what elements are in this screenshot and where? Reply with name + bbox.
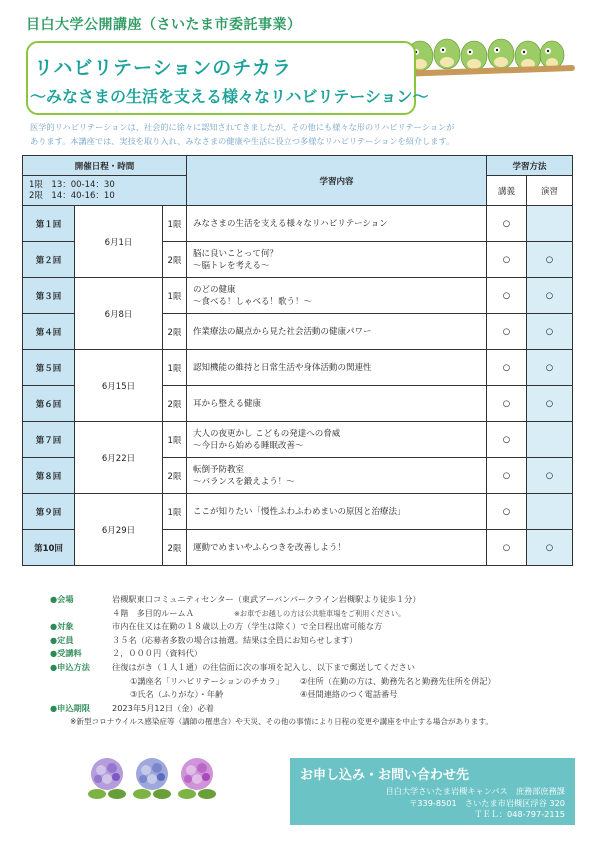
- apply-items-row-2: [50, 688, 580, 702]
- period1-time: 1限 13：00-14：30: [29, 179, 115, 190]
- lecture-mark: ○: [487, 386, 527, 422]
- session-date: 6月1日: [75, 206, 163, 278]
- session-label: 第８回: [23, 458, 75, 494]
- venue-room: ４階 多目的ルームＡ: [112, 607, 194, 618]
- session-label: 第３回: [23, 278, 75, 314]
- content-cell: [187, 422, 487, 458]
- venue-value: 岩槻駅東口コミュニティセンター（東武アーバンパークライン岩槻駅より徒歩１分）: [112, 594, 421, 604]
- exercise-mark: ○: [527, 278, 573, 314]
- session-label: 第７回: [23, 422, 75, 458]
- content-line: 認知機能の維持と日常生活や身体活動の関連性: [193, 362, 372, 373]
- exercise-mark: ○: [527, 242, 573, 278]
- lecture-mark: ○: [487, 206, 527, 242]
- period-label: 2限: [163, 242, 187, 278]
- table-row: [23, 206, 573, 242]
- intro-line-2: あります。本講座では、実技を取り入れ、みなさまの健康や生活に役立つ多様なリハビリテーションを紹介します。: [30, 136, 455, 146]
- contact-org: 目白大学さいたま岩槻キャンパス 庶務部庶務課: [385, 786, 565, 796]
- session-date: 6月15日: [75, 350, 163, 422]
- exercise-header: 演習: [527, 176, 573, 206]
- contact-tel: ＴＥＬ：048-797-2115: [474, 809, 565, 819]
- content-line: 〜脳トレを考える〜: [193, 260, 270, 271]
- lecture-header: 講義: [487, 176, 527, 206]
- exercise-mark: ○: [527, 350, 573, 386]
- period-label: 1限: [163, 206, 187, 242]
- apply-item-1: ①講座名「リハビリテーションのチカラ」: [130, 675, 284, 686]
- lecture-mark: ○: [487, 530, 527, 566]
- period-label: 1限: [163, 494, 187, 530]
- lecture-mark: ○: [487, 314, 527, 350]
- capacity-value: ３５名（応募者多数の場合は抽選。結果は全員にお知らせします）: [112, 634, 358, 645]
- session-date: 6月22日: [75, 422, 163, 494]
- exercise-mark: ○: [527, 314, 573, 350]
- content-cell: [187, 494, 487, 530]
- period-label: 2限: [163, 314, 187, 350]
- capacity-row: [50, 634, 580, 648]
- content-line: 〜今日から始める睡眠改善〜: [193, 440, 304, 451]
- venue-room-row: [50, 607, 580, 621]
- content-header: 学習内容: [187, 156, 487, 206]
- content-line: 脳に良いことって何？: [193, 248, 278, 259]
- period-label: 2限: [163, 458, 187, 494]
- contact-address: 〒339-8501 さいたま市岩槻区浮谷 320: [409, 797, 565, 808]
- table-row: [23, 350, 573, 386]
- schedule-table: [22, 155, 573, 566]
- session-label: 第５回: [23, 350, 75, 386]
- deadline-value: 2023年5月12日（金）必着: [112, 702, 214, 713]
- exercise-mark: [527, 206, 573, 242]
- venue-label: ●会場: [50, 594, 74, 604]
- fee-row: [50, 647, 580, 661]
- target-value: 市内在住又は在勤の１８歳以上の方（学生は除く）で全日程出席可能な方: [112, 621, 383, 632]
- period-label: 2限: [163, 386, 187, 422]
- exercise-mark: ○: [527, 458, 573, 494]
- session-label: 第４回: [23, 314, 75, 350]
- venue-note: ※お車でお越しの方は公共駐車場をご利用ください。: [233, 608, 406, 618]
- content-cell: [187, 278, 487, 314]
- period-label: 1限: [163, 422, 187, 458]
- apply-item-3: ③氏名（ふりがな）・年齢: [130, 689, 224, 700]
- period-label: 1限: [163, 278, 187, 314]
- session-label: 第９回: [23, 494, 75, 530]
- apply-label: ●申込方法: [50, 661, 90, 672]
- content-line: ここが知りたい「慢性ふわふわめまいの原因と治療法」: [193, 506, 406, 517]
- table-row: [23, 494, 573, 530]
- exercise-mark: [527, 422, 573, 458]
- fee-label: ●受講料: [50, 648, 82, 659]
- exercise-mark: [527, 494, 573, 530]
- session-label: 第２回: [23, 242, 75, 278]
- exercise-mark: ○: [527, 530, 573, 566]
- hydrangea-illustration: [85, 752, 225, 802]
- apply-value: 往復はがき（１人１通）の往信面に次の事項を記入し、以下まで郵送してください: [112, 661, 415, 672]
- intro-text: [30, 120, 570, 148]
- page-subtitle: 〜みなさまの生活を支える様々なリハビリテーション〜: [30, 87, 429, 106]
- deadline-label: ●申込期限: [50, 702, 90, 713]
- apply-items-row-1: [50, 675, 580, 689]
- content-line: 転倒予防教室: [193, 464, 245, 475]
- session-label: 第６回: [23, 386, 75, 422]
- period-label: 1限: [163, 350, 187, 386]
- organizer-heading: 目白大学公開講座（さいたま市委託事業）: [26, 17, 302, 33]
- content-line: 作業療法の観点から見た社会活動の健康パワー: [193, 326, 372, 337]
- content-cell: [187, 314, 487, 350]
- fee-value: ２，０００円（資料代）: [112, 648, 203, 659]
- content-line: 運動でめまいやふらつきを改善しよう！: [193, 542, 346, 553]
- table-row: [23, 422, 573, 458]
- contact-title: お申し込み・お問い合わせ先: [300, 768, 470, 783]
- exercise-mark: ○: [527, 386, 573, 422]
- venue-row: [50, 593, 580, 607]
- lecture-mark: ○: [487, 458, 527, 494]
- content-line: のどの健康: [193, 284, 236, 295]
- method-header: 学習方法: [487, 156, 573, 176]
- session-label: 第１回: [23, 206, 75, 242]
- session-label: 第10回: [23, 530, 75, 566]
- table-row: [23, 278, 573, 314]
- lecture-mark: ○: [487, 494, 527, 530]
- lecture-mark: ○: [487, 350, 527, 386]
- content-cell: [187, 386, 487, 422]
- content-line: 耳から整える健康: [193, 398, 262, 409]
- apply-item-2: ②住所（在勤の方は、勤務先名と勤務先住所を併記）: [300, 675, 496, 686]
- content-cell: [187, 242, 487, 278]
- session-date: 6月8日: [75, 278, 163, 350]
- capacity-label: ●定員: [50, 634, 74, 645]
- intro-line-1: 医学的リハビリテーションは、社会的に徐々に認知されてきましたが、その他にも様々な形のリハビリテーションが: [30, 122, 455, 132]
- content-line: 大人の夜更かし こどもの発達への脅威: [193, 428, 341, 439]
- content-cell: [187, 350, 487, 386]
- period2-time: 2限 14：40-16：10: [29, 190, 115, 201]
- period-times: [23, 176, 187, 206]
- event-info: [50, 593, 580, 729]
- covid-note: ※新型コロナウイルス感染症等（講師の罹患含）や天災、その他の事情により日程の変更や講座を中止する場合があります。: [70, 717, 493, 727]
- lecture-mark: ○: [487, 242, 527, 278]
- content-cell: [187, 458, 487, 494]
- contact-box: [290, 758, 575, 825]
- content-cell: [187, 530, 487, 566]
- page-title: リハビリテーションのチカラ: [34, 57, 292, 79]
- content-line: 〜バランスを鍛えよう！〜: [193, 476, 295, 487]
- content-line: みなさまの生活を支える様々なリハビリテーション: [193, 218, 388, 229]
- content-line: 〜食べる！しゃべる！歌う！〜: [193, 296, 313, 307]
- apply-row: [50, 661, 580, 675]
- target-label: ●対象: [50, 621, 74, 632]
- lecture-mark: ○: [487, 278, 527, 314]
- apply-item-4: ④昼間連絡のつく電話番号: [300, 689, 398, 700]
- period-label: 2限: [163, 530, 187, 566]
- content-cell: [187, 206, 487, 242]
- deadline-row: [50, 702, 580, 716]
- target-row: [50, 620, 580, 634]
- session-date: 6月29日: [75, 494, 163, 566]
- lecture-mark: ○: [487, 422, 527, 458]
- schedule-header: 開催日程・時間: [23, 156, 187, 176]
- covid-note-row: [50, 715, 580, 729]
